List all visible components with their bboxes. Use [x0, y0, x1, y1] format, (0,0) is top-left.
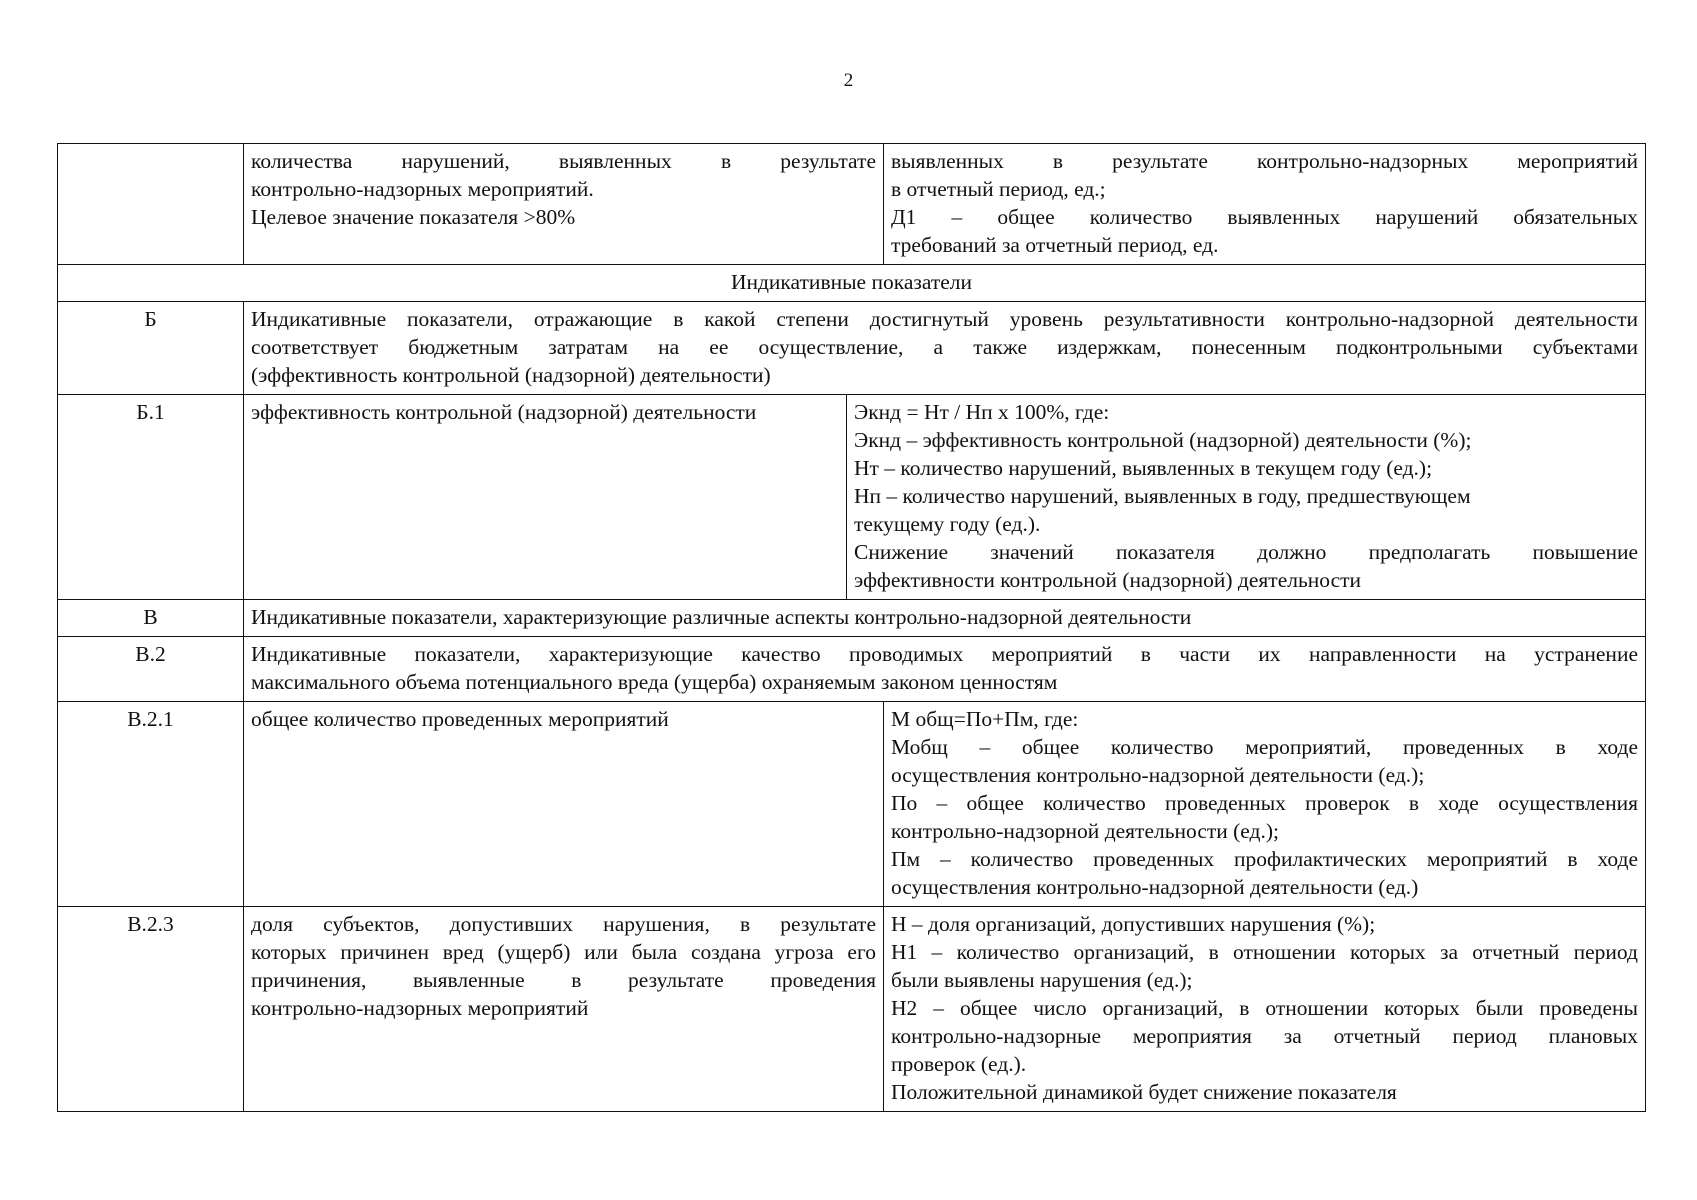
description-line: контрольно-надзорных мероприятий. [251, 177, 594, 201]
formula-cell [884, 907, 1646, 1112]
formula-line: осуществления контрольно-надзорной деятельности (ед.); [891, 763, 1425, 787]
description-line: количества нарушений, выявленных в результате [251, 149, 876, 173]
formula-line: в отчетный период, ед.; [891, 177, 1106, 201]
formula-line: текущему году (ед.). [854, 512, 1041, 536]
table-row-v2 [58, 637, 1646, 702]
code-cell: Б [58, 302, 244, 395]
formula-line: Нт – количество нарушений, выявленных в текущем году (ед.); [854, 456, 1433, 480]
description-line: контрольно-надзорных мероприятий [251, 996, 589, 1020]
section-title: Индикативные показатели [58, 265, 1646, 302]
table-row-section-header [58, 265, 1646, 302]
description-cell [244, 907, 884, 1112]
formula-line: Д1 – общее количество выявленных нарушений обязательных [891, 205, 1638, 229]
formula-line: Экнд – эффективность контрольной (надзорной) деятельности (%); [854, 428, 1472, 452]
formula-line: осуществления контрольно-надзорной деятельности (ед.) [891, 875, 1419, 899]
formula-line: контрольно-надзорные мероприятия за отчетный период плановых [891, 1024, 1638, 1048]
group-text-line: максимального объема потенциального вреда (ущерба) охраняемым законом ценностям [251, 670, 1058, 694]
group-text-line: Индикативные показатели, характеризующие качество проводимых мероприятий в части их направленности на устранение [251, 642, 1638, 666]
description-line: Целевое значение показателя >80% [251, 205, 576, 229]
table-row-v23 [58, 907, 1646, 1112]
description-cell [244, 702, 884, 907]
group-text-line: (эффективность контрольной (надзорной) деятельности) [251, 363, 771, 387]
formula-cell [884, 144, 1646, 265]
group-text-cell [244, 637, 1646, 702]
group-text-line: Индикативные показатели, характеризующие различные аспекты контрольно-надзорной деятельности [251, 605, 1192, 629]
formula-line: М общ=По+Пм, где: [891, 707, 1079, 731]
formula-line: Снижение значений показателя должно предполагать повышение [854, 540, 1638, 564]
description-line: эффективность контрольной (надзорной) деятельности [251, 400, 757, 424]
formula-line: были выявлены нарушения (ед.); [891, 968, 1193, 992]
description-line: причинения, выявленные в результате проведения [251, 968, 876, 992]
formula-line: Нп – количество нарушений, выявленных в году, предшествующем [854, 484, 1471, 508]
table-row-v21 [58, 702, 1646, 907]
table-row-v [58, 600, 1646, 637]
group-text-cell [244, 600, 1646, 637]
formula-line: эффективности контрольной (надзорной) деятельности [854, 568, 1362, 592]
formula-cell [884, 702, 1646, 907]
formula-line: проверок (ед.). [891, 1052, 1027, 1076]
formula-line: Пм – количество проведенных профилактических мероприятий в ходе [891, 847, 1638, 871]
formula-line: Н – доля организаций, допустивших нарушения (%); [891, 912, 1376, 936]
formula-line: выявленных в результате контрольно-надзорных мероприятий [891, 149, 1638, 173]
page-number: 2 [843, 70, 854, 91]
formula-line: Мобщ – общее количество мероприятий, проведенных в ходе [891, 735, 1638, 759]
code-cell [58, 144, 244, 265]
description-cell [244, 395, 884, 600]
group-text-cell [244, 302, 1646, 395]
description-line: общее количество проведенных мероприятий [251, 707, 669, 731]
code-cell: В [58, 600, 244, 637]
document-sheet [57, 143, 1645, 1112]
description-line: доля субъектов, допустивших нарушения, в результате [251, 912, 876, 936]
formula-line: требований за отчетный период, ед. [891, 233, 1219, 257]
table-row-b1 [58, 395, 1646, 600]
group-text-line: Индикативные показатели, отражающие в какой степени достигнутый уровень результативности контрольно-надзорной деятельности [251, 307, 1638, 331]
code-cell: В.2 [58, 637, 244, 702]
code-cell: Б.1 [58, 395, 244, 600]
description-cell [244, 144, 884, 265]
formula-line: Экнд = Нт / Нп х 100%, где: [854, 400, 1110, 424]
table-row-b [58, 302, 1646, 395]
code-cell: В.2.3 [58, 907, 244, 1112]
table-row-continuation [58, 144, 1646, 265]
formula-line: Н2 – общее число организаций, в отношении которых были проведены [891, 996, 1638, 1020]
code-cell: В.2.1 [58, 702, 244, 907]
formula-cell [854, 395, 1646, 600]
description-line: которых причинен вред (ущерб) или была создана угроза его [251, 940, 876, 964]
formula-line: контрольно-надзорной деятельности (ед.); [891, 819, 1280, 843]
formula-line: По – общее количество проведенных проверок в ходе осуществления [891, 791, 1638, 815]
formula-line: Положительной динамикой будет снижение показателя [891, 1080, 1397, 1104]
formula-line: Н1 – количество организаций, в отношении которых за отчетный период [891, 940, 1638, 964]
indicators-table [57, 143, 1646, 1112]
group-text-line: соответствует бюджетным затратам на ее осуществление, а также издержкам, понесенным подконтрольными субъектами [251, 335, 1638, 359]
